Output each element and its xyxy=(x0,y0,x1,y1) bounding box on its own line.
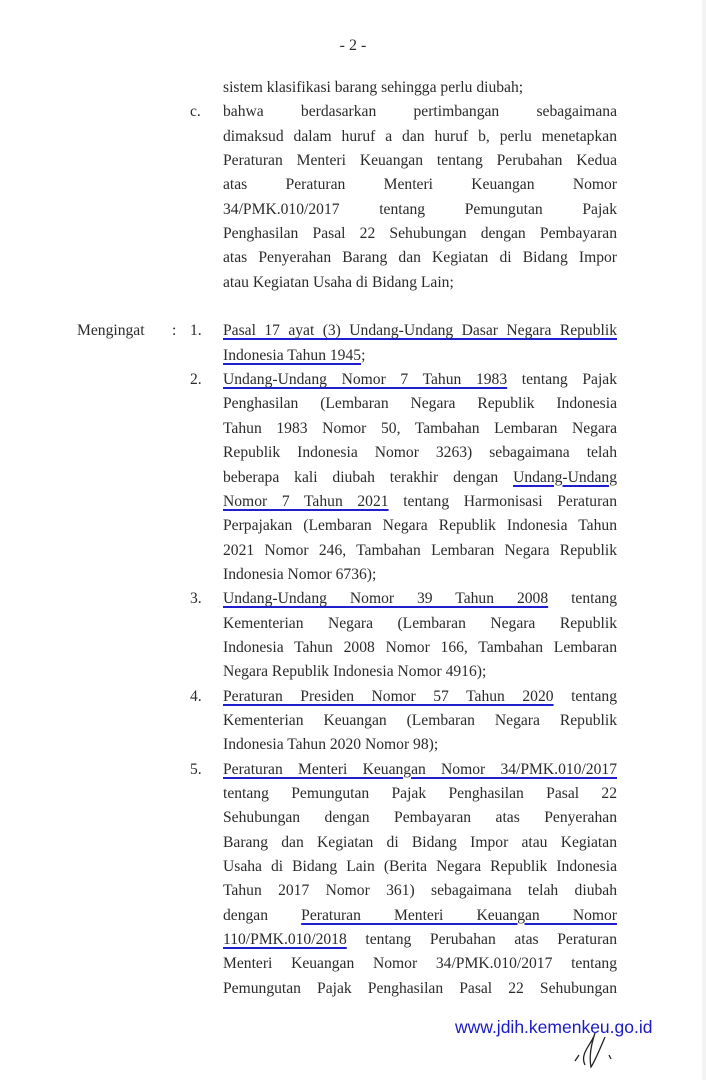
text-segment: beberapa kali diubah terakhir dengan xyxy=(223,468,514,486)
text-line xyxy=(0,344,706,368)
text-line xyxy=(0,490,706,514)
text-line xyxy=(0,879,706,903)
text-segment: tentang Perubahan atas Peraturan xyxy=(346,931,617,949)
document-body xyxy=(0,76,706,1001)
line-text xyxy=(223,879,617,903)
signature-initial xyxy=(565,1025,625,1075)
line-text xyxy=(223,441,617,465)
text-segment: Negara Republik Indonesia Nomor 4916); xyxy=(223,663,487,681)
text-line xyxy=(0,952,706,976)
legal-reference: 110/PMK.010/2018 xyxy=(223,931,347,949)
text-segment: atau Kegiatan Usaha di Bidang Lain; xyxy=(223,273,454,291)
line-text xyxy=(223,758,617,782)
text-line xyxy=(0,368,706,392)
text-segment: tentang xyxy=(553,687,617,705)
text-line xyxy=(0,612,706,636)
line-text xyxy=(223,392,617,416)
line-text xyxy=(223,222,617,246)
line-text xyxy=(223,977,617,1001)
text-segment: Perpajakan (Lembaran Negara Republik Indonesia Tahun xyxy=(223,517,617,535)
text-line xyxy=(0,466,706,490)
text-line xyxy=(0,76,706,100)
line-text xyxy=(223,344,617,368)
text-segment: sistem klasifikasi barang sehingga perlu diubah; xyxy=(223,79,524,96)
line-text xyxy=(223,173,617,197)
text-line xyxy=(0,709,706,733)
text-segment: Penghasilan (Lembaran Negara Republik Indonesia xyxy=(223,395,617,413)
text-line xyxy=(0,246,706,270)
line-text xyxy=(223,514,617,538)
text-segment: bahwa berdasarkan pertimbangan sebagaimana xyxy=(223,103,617,121)
line-text xyxy=(223,855,617,879)
item-number: 4. xyxy=(190,687,202,705)
line-text xyxy=(223,685,617,709)
text-line xyxy=(0,733,706,757)
text-segment: Penghasilan Pasal 22 Sehubungan dengan Pembayaran xyxy=(223,225,617,243)
line-text xyxy=(223,100,617,124)
text-line xyxy=(0,904,706,928)
legal-reference: Peraturan Menteri Keuangan Nomor xyxy=(301,906,617,924)
text-line xyxy=(0,928,706,952)
line-text xyxy=(223,806,617,830)
item-number: c. xyxy=(190,103,201,121)
line-text xyxy=(223,149,617,173)
text-segment: atas Penyerahan Barang dan Kegiatan di Bidang Impor xyxy=(223,249,617,267)
text-line xyxy=(0,831,706,855)
line-text xyxy=(223,660,617,684)
text-line xyxy=(0,806,706,830)
text-line xyxy=(0,563,706,587)
legal-reference: Peraturan Presiden Nomor 57 Tahun 2020 xyxy=(223,687,554,705)
text-segment: dengan xyxy=(223,906,302,924)
line-text xyxy=(223,831,617,855)
line-text xyxy=(223,246,617,270)
line-text xyxy=(223,612,617,636)
line-text xyxy=(223,417,617,441)
text-segment: Tahun 1983 Nomor 50, Tambahan Lembaran Negara xyxy=(223,419,617,437)
text-line xyxy=(0,441,706,465)
text-line xyxy=(0,198,706,222)
text-line xyxy=(0,392,706,416)
text-segment: Sehubungan dengan Pembayaran atas Penyerahan xyxy=(223,809,617,827)
text-segment: Menteri Keuangan Nomor 34/PMK.010/2017 tentang xyxy=(223,955,617,973)
text-line xyxy=(0,977,706,1001)
text-segment: tentang Pajak xyxy=(507,371,617,389)
legal-reference: Indonesia Tahun 1945 xyxy=(223,346,362,364)
line-text xyxy=(223,539,617,563)
legal-reference: Nomor 7 Tahun 2021 xyxy=(223,492,389,510)
line-text xyxy=(223,368,617,392)
legal-reference: Undang-Undang xyxy=(513,468,617,486)
text-line xyxy=(0,271,706,295)
legal-reference: Pasal 17 ayat (3) Undang-Undang Dasar Negara Republik xyxy=(223,322,617,340)
line-text xyxy=(223,125,617,149)
text-segment: Republik Indonesia Nomor 3263) sebagaimana telah xyxy=(223,444,617,462)
item-number: 1. xyxy=(190,322,202,340)
text-segment: Tahun 2017 Nomor 361) sebagaimana telah diubah xyxy=(223,882,617,900)
text-line xyxy=(0,539,706,563)
text-line xyxy=(0,173,706,197)
line-text xyxy=(223,733,617,757)
text-segment: Kementerian Keuangan (Lembaran Negara Republik xyxy=(223,711,617,729)
line-text xyxy=(223,271,617,295)
text-segment: tentang xyxy=(548,590,618,608)
page-edge xyxy=(702,0,706,1080)
legal-reference: Undang-Undang Nomor 7 Tahun 1983 xyxy=(223,371,508,389)
line-text xyxy=(223,587,617,611)
line-text xyxy=(223,709,617,733)
text-line xyxy=(0,685,706,709)
text-segment: 2021 Nomor 246, Tambahan Lembaran Negara Republik xyxy=(223,541,617,559)
text-line xyxy=(0,758,706,782)
jdih-website-link[interactable]: www.jdih.kemenkeu.go.id xyxy=(455,1017,653,1037)
text-segment: atas Peraturan Menteri Keuangan Nomor xyxy=(223,176,617,194)
text-line xyxy=(0,319,706,343)
text-segment: 34/PMK.010/2017 tentang Pemungutan Pajak xyxy=(223,200,617,218)
blank-line xyxy=(0,295,706,319)
line-text xyxy=(223,904,617,928)
text-segment: Kementerian Negara (Lembaran Negara Republik xyxy=(223,614,617,632)
line-text xyxy=(223,490,617,514)
text-line xyxy=(0,782,706,806)
legal-reference: Peraturan Menteri Keuangan Nomor 34/PMK.010/2017 xyxy=(223,760,617,778)
text-line xyxy=(0,636,706,660)
line-text xyxy=(223,466,617,490)
line-text xyxy=(223,928,617,952)
text-line xyxy=(0,125,706,149)
text-line xyxy=(0,514,706,538)
legal-reference: Undang-Undang Nomor 39 Tahun 2008 xyxy=(223,590,549,608)
line-text xyxy=(223,76,617,100)
text-line xyxy=(0,100,706,124)
text-segment: Indonesia Tahun 2008 Nomor 166, Tambahan Lembaran xyxy=(223,638,617,656)
text-line xyxy=(0,855,706,879)
text-line xyxy=(0,222,706,246)
text-segment: Barang dan Kegiatan di Bidang Impor atau Kegiatan xyxy=(223,833,617,851)
line-text xyxy=(223,563,617,587)
text-segment: Pemungutan Pajak Penghasilan Pasal 22 Sehubungan xyxy=(223,979,617,997)
text-line xyxy=(0,587,706,611)
text-segment: Indonesia Nomor 6736); xyxy=(223,565,377,583)
line-text xyxy=(223,782,617,806)
colon: : xyxy=(172,322,177,340)
text-segment: tentang Harmonisasi Peraturan xyxy=(388,492,617,510)
text-line xyxy=(0,417,706,441)
text-segment: Peraturan Menteri Keuangan tentang Perubahan Kedua xyxy=(223,152,617,170)
item-number: 3. xyxy=(190,590,202,608)
text-segment: Indonesia Tahun 2020 Nomor 98); xyxy=(223,736,439,754)
text-line xyxy=(0,660,706,684)
text-line xyxy=(0,149,706,173)
text-segment: ; xyxy=(361,346,366,364)
page-number: - 2 - xyxy=(339,37,367,54)
text-segment: dimaksud dalam huruf a dan huruf b, perlu menetapkan xyxy=(223,127,617,145)
text-segment: tentang Pemungutan Pajak Penghasilan Pasal 22 xyxy=(223,784,617,802)
item-number: 2. xyxy=(190,371,202,389)
line-text xyxy=(223,319,617,343)
line-text xyxy=(223,636,617,660)
line-text xyxy=(223,198,617,222)
mengingat-label: Mengingat xyxy=(77,322,145,340)
text-segment: Usaha di Bidang Lain (Berita Negara Republik Indonesia xyxy=(223,858,617,875)
line-text xyxy=(223,952,617,976)
item-number: 5. xyxy=(190,760,202,778)
